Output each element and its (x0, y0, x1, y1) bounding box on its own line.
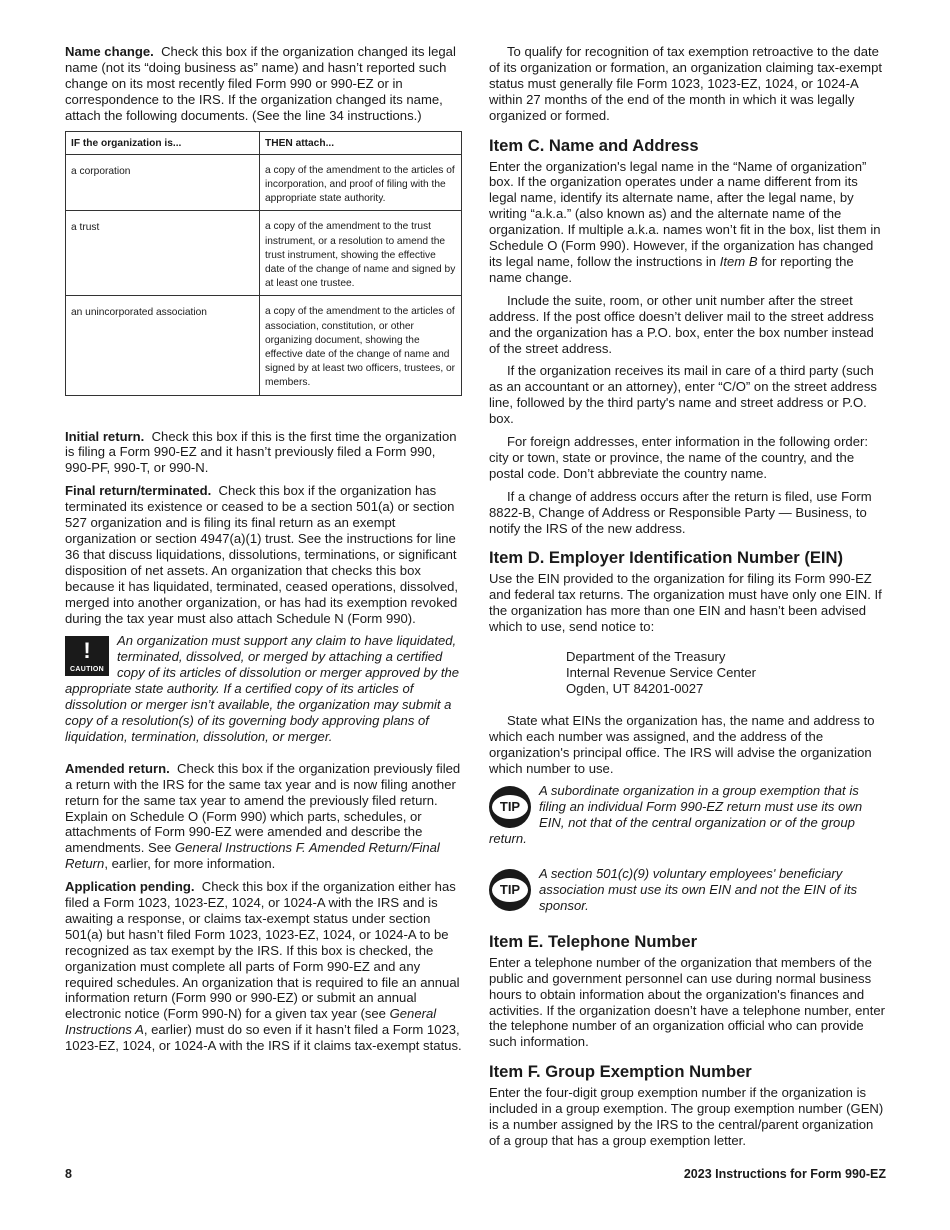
final-return-lead: Final return/terminated. (65, 483, 212, 499)
item-f-heading: Item F. Group Exemption Number (489, 1062, 752, 1082)
caution-label: CAUTION (70, 666, 104, 674)
amended-return-text-end: , earlier, for more information. (104, 856, 276, 872)
caution-text: An organization must support any claim to have liquidated, terminated, dissolved, or merged by attaching a certified copy of its articles of dissolution or merger approved by the appropriate state authority. If a certified copy of its articles of dissolution or merger isn’t available, the organization may submit a copy of a resolution(s) of its governing body approving plans of liquidation, termination, dissolution, or merger. (65, 633, 460, 744)
item-c-paragraph-3: If the organization receives its mail in care of a third party (such as an accountant or an attorney), enter “C/O” on the street address line, followed by the third party's name and street address or P.O. box. (489, 363, 877, 427)
name-change-attachments-table (65, 131, 462, 396)
retroactive-paragraph: To qualify for recognition of tax exemption retroactive to the date of its organization or formation, an organization claiming tax-exempt status must generally file Form 1023, 1023-EZ, 1024, or 1024-A within 27 months of the end of the month in which it was legally organized or formed. (489, 44, 883, 123)
amended-return-text: Check this box if the organization previously filed a return with the IRS for the same tax year and is now filing another return for the same tax year to amend the previously filed return. Explain on Schedule O (Form 990) which parts, schedules, or attachments of Form 990-EZ were amended and describe the amendments. See (65, 760, 461, 856)
page-number: 8 (65, 1167, 72, 1181)
table-row (66, 154, 462, 211)
final-return-text: Check this box if the organization has terminated its existence or ceased to be a section 501(a) or section 527 organization and is filing its final return as an exempt organization or section 4947(a)(1) trust. See the instructions for line 36 that discuss liquidations, dissolutions, terminations, or significant disposition of net assets. An organization that checks this box because it has liquidated, terminated, ceased operations, dissolved, merged into another organization, or has had its exemption revoked during the tax year must also attach Schedule N (Form 990). (65, 483, 459, 626)
item-c-text-end: for reporting the name change. (489, 253, 854, 285)
item-f-paragraph: Enter the four-digit group exemption number if the organization is included in a group exemption. The group exemption number (GEN) is a number assigned by the IRS to the central/parent organization of a group that has a group exemption letter. (489, 1085, 884, 1148)
name-change-lead: Name change. (65, 44, 154, 59)
application-pending-lead: Application pending. (65, 879, 195, 895)
amended-return-reference: General Instructions F. Amended Return/Final Return (65, 840, 440, 872)
item-c-paragraph-2: Include the suite, room, or other unit number after the street address. If the post office doesn’t deliver mail to the street address and the organization has a P.O. box, enter the box number instead of the street address. (489, 292, 874, 356)
table-header-row (66, 131, 462, 154)
table-header-if: IF the organization is... (66, 131, 260, 154)
tip-label: TIP (492, 878, 528, 902)
table-cell-attachment: a copy of the amendment to the trust instrument, or a resolution to amend the trust instrument, showing the effective date of the change of name and signed by at least one trustee. (260, 211, 462, 296)
initial-return-text: Check this box if this is the first time the organization is filing a Form 990-EZ and it hasn’t previously filed a Form 990, 990-PF, 990-T, or 990-N. (65, 428, 457, 476)
item-c-paragraph-5: If a change of address occurs after the return is filed, use Form 8822-B, Change of Address or Responsible Party — Business, to notify the IRS of the new address. (489, 488, 872, 536)
document-title-footer: 2023 Instructions for Form 990-EZ (683, 1167, 886, 1181)
application-pending-text: Check this box if the organization either has filed a Form 1023, 1023-EZ, 1024, or 1024-A with the IRS and is awaiting a response, or claims tax-exempt status under section 501(a) but hasn’t filed Form 1023, 1023-EZ, 1024, or 1024-A to be recognized as tax exempt by the IRS. If this box is checked, the organization must complete all parts of Form 990-EZ and any required schedules. An organization that is required to file an annual information return (Form 990 or 990-EZ) or submit an annual electronic notice (Form 990-N) for a given tax year (see (65, 879, 460, 1022)
tip-text: A section 501(c)(9) voluntary employees' beneficiary association must use its own EIN and not the EIN of its sponsor. (539, 866, 858, 913)
tip-icon (489, 786, 531, 828)
tip-icon (489, 869, 531, 911)
initial-return-lead: Initial return. (65, 428, 145, 444)
item-c-text: Enter the organization's legal name in the “Name of organization” box. If the organization operates under a name different from its legal name, identify its alternate name, after the legal name, by writing “a.k.a.” (also known as) and the alternate name of the organization. If multiple a.k.a. names won’t fit in the box, list them in Schedule O (Form 990). However, if the organization has changed its legal name, follow the instructions in (489, 158, 881, 269)
address-line: Internal Revenue Service Center (566, 665, 756, 680)
tip-notice-1 (489, 783, 886, 847)
caution-notice (65, 633, 463, 744)
tip-text: A subordinate organization in a group exemption that is filing an individual Form 990-EZ return must use its own EIN, not that of the central organization or of the group return. (489, 783, 863, 847)
tip-label: TIP (492, 795, 528, 819)
application-pending-paragraph (65, 879, 463, 1054)
irs-mailing-address (566, 649, 886, 697)
right-column (489, 44, 886, 1156)
tip-notice-2 (489, 866, 886, 914)
table-cell-org-type: a trust (66, 211, 260, 296)
item-c-reference: Item B (719, 253, 758, 269)
table-cell-org-type: an unincorporated association (66, 296, 260, 395)
table-cell-attachment: a copy of the amendment to the articles of association, constitution, or other organizing document, showing the effective date of the change of name and signed by at least two officers, trustees, or members. (260, 296, 462, 395)
initial-return-paragraph (65, 429, 463, 477)
item-c-heading: Item C. Name and Address (489, 135, 699, 155)
address-line: Department of the Treasury (566, 649, 726, 665)
final-return-paragraph (65, 483, 463, 626)
amended-return-lead: Amended return. (65, 760, 170, 776)
amended-return-paragraph (65, 761, 463, 872)
table-cell-attachment: a copy of the amendment to the articles of incorporation, and proof of filing with the appropriate state authority. (260, 154, 462, 211)
item-e-paragraph: Enter a telephone number of the organization that members of the public and government personnel can use during normal business hours to obtain information about the organization's finances and activities. If the organization doesn’t have a telephone number, enter the telephone number of an organization official who can provide such information. (489, 954, 885, 1050)
item-e-heading: Item E. Telephone Number (489, 931, 698, 951)
item-d-paragraph-1: Use the EIN provided to the organization for filing its Form 990-EZ and federal tax returns. The organization must have only one EIN. If the organization has more than one EIN and hasn’t been advised which to use, send notice to: (489, 571, 882, 635)
item-c-paragraph-1 (489, 159, 886, 286)
left-column (65, 44, 463, 1061)
name-change-paragraph (65, 44, 463, 124)
table-header-then: THEN attach... (260, 131, 462, 154)
address-line: Ogden, UT 84201-0027 (566, 680, 704, 696)
table-row (66, 211, 462, 296)
application-pending-text-end: , earlier) must do so even if it hasn’t filed a Form 1023, 1023-EZ, 1024, or 1024-A with the IRS if it claims tax-exempt status. (65, 1022, 462, 1054)
table-cell-org-type: a corporation (66, 154, 260, 211)
item-d-paragraph-2: State what EINs the organization has, the name and address to which each number was assigned, and the address of the organization's principal office. The IRS will advise the organization which number to use. (489, 712, 875, 776)
table-row (66, 296, 462, 395)
item-c-paragraph-4: For foreign addresses, enter information in the following order: city or town, state or province, the name of the country, and the postal code. Don’t abbreviate the country name. (489, 434, 868, 481)
name-change-text: Check this box if the organization changed its legal name (not its “doing business as” name) and hasn’t reported such change on its most recently filed Form 990 or 990-EZ or in correspondence to the IRS. If the organization changed its name, attach the following documents. (See the line 34 instructions.) (65, 44, 456, 123)
application-pending-reference: General Instructions A (65, 1006, 437, 1038)
item-d-heading: Item D. Employer Identification Number (EIN) (489, 548, 844, 568)
caution-icon: ! CAUTION (65, 636, 109, 676)
